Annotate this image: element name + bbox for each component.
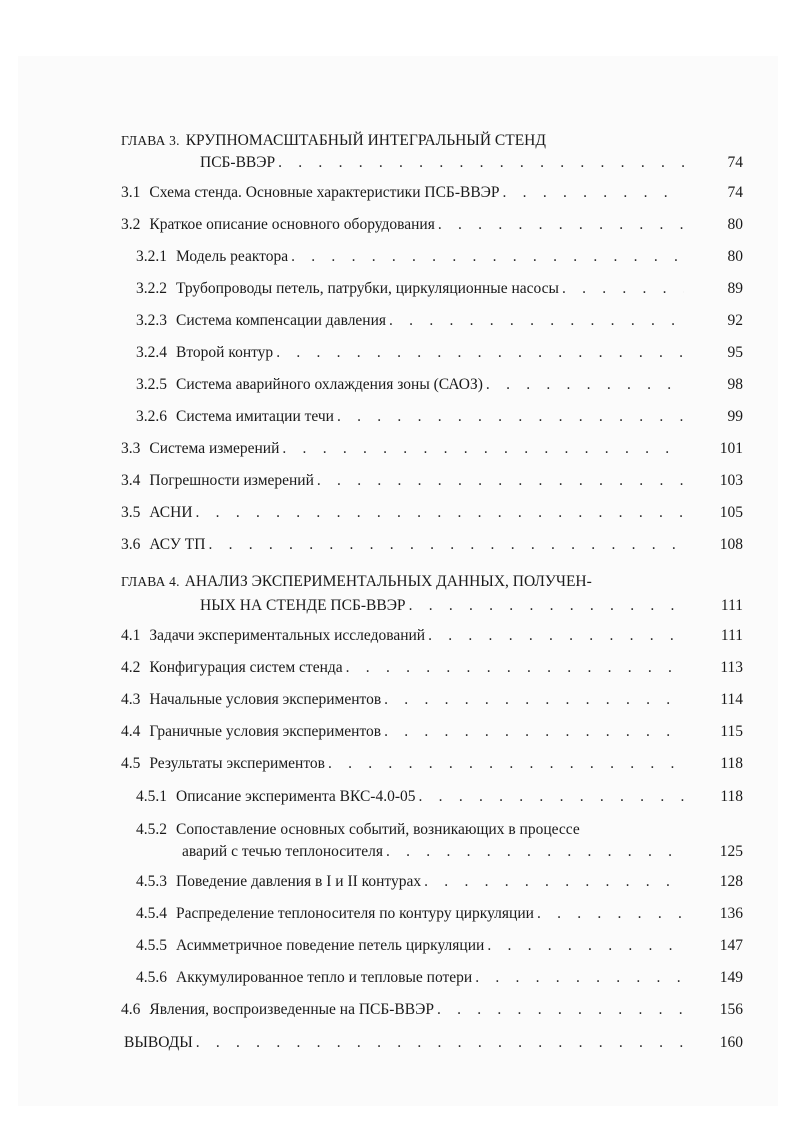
section-title: Результаты экспериментов	[149, 755, 325, 772]
section-number: 3.2.6	[136, 408, 167, 425]
section-title: АСУ ТП	[149, 536, 206, 553]
page-number: 115	[720, 723, 743, 740]
section-number: 4.6	[121, 1001, 141, 1018]
section-title: Явления, воспроизведенные на ПСБ-ВВЭР	[149, 1001, 434, 1018]
section-title: ВЫВОДЫ	[124, 1034, 193, 1051]
dot-leader	[475, 968, 684, 988]
dot-leader	[562, 279, 684, 299]
section-number: 4.5.5	[136, 937, 167, 954]
page-number: 95	[727, 344, 743, 361]
dot-leader	[438, 215, 684, 235]
section-number: 4.5	[121, 755, 141, 772]
section-title: Второй контур	[176, 344, 274, 361]
page-number: 89	[727, 280, 743, 297]
page-number: 156	[719, 1001, 743, 1018]
section-number: 4.5.1	[136, 788, 167, 805]
page-number: 108	[719, 536, 743, 553]
dot-leader	[487, 936, 684, 956]
section-number: 3.2.3	[136, 312, 167, 329]
page-number: 80	[727, 248, 743, 265]
dot-leader	[196, 503, 684, 523]
section-number: 3.3	[121, 440, 141, 457]
page-number: 118	[720, 755, 743, 772]
section-title: Система измерений	[149, 440, 280, 457]
dot-leader	[389, 311, 684, 331]
page-number: 160	[719, 1034, 743, 1051]
section-number: 4.5.2	[136, 821, 167, 838]
section-number: 3.6	[121, 536, 141, 553]
page-number: 136	[719, 905, 743, 922]
section-title: Начальные условия экспериментов	[149, 691, 382, 708]
dot-leader	[424, 872, 684, 892]
dot-leader	[486, 375, 684, 395]
section-title: Задачи экспериментальных исследований	[149, 627, 426, 644]
section-title: АСНИ	[149, 504, 193, 521]
dot-leader	[328, 754, 684, 774]
page-number: 74	[727, 154, 743, 171]
dot-leader	[386, 842, 684, 862]
chapter-title-cont: ПСБ-ВВЭР	[200, 154, 276, 171]
section-number: 4.1	[121, 627, 141, 644]
dot-leader	[409, 596, 684, 616]
section-number: 3.2.5	[136, 376, 167, 393]
chapter-title-cont: НЫХ НА СТЕНДЕ ПСБ-ВВЭР	[200, 597, 406, 614]
dot-leader	[419, 787, 684, 807]
page-number: 92	[727, 312, 743, 329]
section-title: Аккумулированное тепло и тепловые потери	[176, 969, 473, 986]
section-title: Схема стенда. Основные характеристики ПСБ-ВВЭР	[149, 184, 500, 201]
section-number: 3.2	[121, 216, 141, 233]
page-number: 125	[719, 843, 743, 860]
page-number: 128	[719, 873, 743, 890]
page-number: 103	[719, 472, 743, 489]
page-number: 74	[727, 184, 743, 201]
chapter-title: КРУПНОМАСШТАБНЫЙ ИНТЕГРАЛЬНЫЙ СТЕНД	[185, 132, 546, 149]
section-title: Распределение теплоносителя по контуру циркуляции	[176, 905, 534, 922]
dot-leader	[337, 407, 684, 427]
dot-leader	[346, 658, 684, 678]
section-number: 4.5.4	[136, 905, 167, 922]
section-number: 3.1	[121, 184, 141, 201]
page-number: 147	[719, 937, 743, 954]
dot-leader	[384, 690, 684, 710]
section-number: 4.4	[121, 723, 141, 740]
section-title: Сопоставление основных событий, возникающих в процессе	[176, 821, 580, 838]
section-number: 3.5	[121, 504, 141, 521]
section-title: Поведение давления в I и II контурах	[176, 873, 422, 890]
page-number: 113	[720, 659, 743, 676]
dot-leader	[537, 904, 684, 924]
section-title: Система компенсации давления	[176, 312, 387, 329]
chapter-label: ГЛАВА 4.	[121, 574, 180, 589]
dot-leader	[437, 1000, 684, 1020]
page-number: 101	[719, 440, 743, 457]
section-title-cont: аварий с течью теплоносителя	[182, 843, 383, 860]
page-number: 105	[719, 504, 743, 521]
section-number: 4.5.3	[136, 873, 167, 890]
section-number: 3.2.4	[136, 344, 167, 361]
dot-leader	[196, 1033, 684, 1053]
chapter-title: АНАЛИЗ ЭКСПЕРИМЕНТАЛЬНЫХ ДАННЫХ, ПОЛУЧЕН-	[184, 573, 592, 590]
dot-leader	[384, 722, 684, 742]
page-number: 149	[719, 969, 743, 986]
section-number: 4.3	[121, 691, 141, 708]
dot-leader	[503, 183, 684, 203]
dot-leader	[291, 247, 684, 267]
section-number: 3.4	[121, 472, 141, 489]
page-number: 99	[727, 408, 743, 425]
section-number: 4.2	[121, 659, 141, 676]
page-number: 111	[720, 597, 743, 614]
dot-leader	[317, 471, 684, 491]
section-title: Трубопроводы петель, патрубки, циркуляционные насосы	[176, 280, 559, 297]
section-number: 4.5.6	[136, 969, 167, 986]
dot-leader	[276, 343, 684, 363]
section-title: Модель реактора	[176, 248, 289, 265]
dot-leader	[282, 439, 684, 459]
dot-leader	[208, 535, 684, 555]
page-number: 111	[720, 627, 743, 644]
section-title: Система имитации течи	[176, 408, 334, 425]
section-number: 3.2.1	[136, 248, 167, 265]
section-number: 3.2.2	[136, 280, 167, 297]
chapter-label: ГЛАВА 3.	[121, 133, 180, 148]
section-title: Описание эксперимента ВКС-4.0-05	[176, 788, 416, 805]
section-title: Система аварийного охлаждения зоны (САОЗ)	[176, 376, 483, 393]
section-title: Асимметричное поведение петель циркуляции	[176, 937, 485, 954]
page-number: 114	[720, 691, 743, 708]
page-number: 118	[720, 788, 743, 805]
section-title: Граничные условия экспериментов	[149, 723, 382, 740]
section-title: Краткое описание основного оборудования	[149, 216, 435, 233]
dot-leader	[428, 626, 684, 646]
page-number: 80	[727, 216, 743, 233]
section-title: Погрешности измерений	[149, 472, 314, 489]
page-number: 98	[727, 376, 743, 393]
dot-leader	[278, 153, 684, 173]
section-title: Конфигурация систем стенда	[149, 659, 343, 676]
